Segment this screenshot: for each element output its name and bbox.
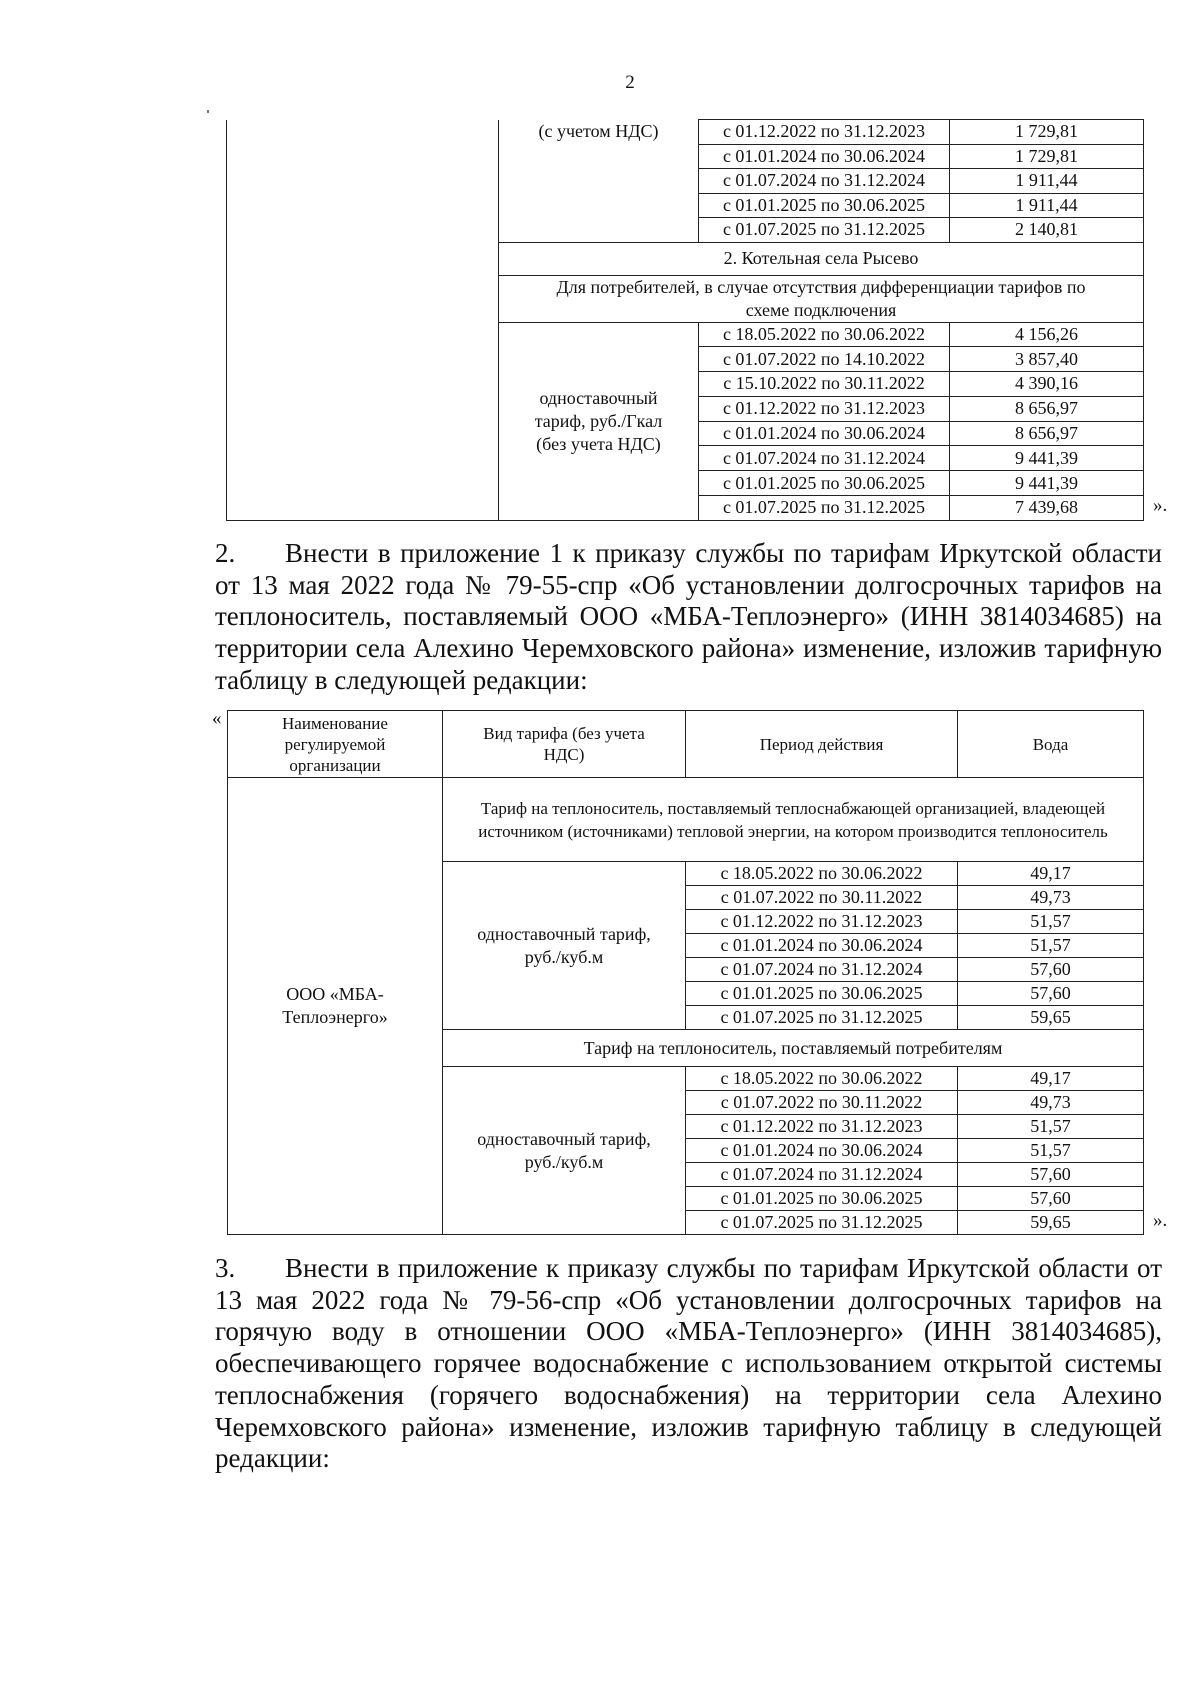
value-cell: 59,65 <box>958 1006 1144 1030</box>
period-cell: с 01.01.2024 по 30.06.2024 <box>686 1139 958 1163</box>
value-cell: 4 390,16 <box>950 372 1144 397</box>
value-cell: 4 156,26 <box>950 322 1144 347</box>
section-title: 2. Котельная села Рысево <box>499 242 1144 275</box>
page-number: 2 <box>625 72 635 93</box>
value-cell: 1 911,44 <box>950 193 1144 218</box>
consumers-note: Для потребителей, в случае отсутствия дифференциации тарифов по схеме подключения <box>499 275 1144 322</box>
header-period: Период действия <box>686 711 958 778</box>
period-cell: с 01.01.2024 по 30.06.2024 <box>686 934 958 958</box>
header-tariff-type: Вид тарифа (без учета НДС) <box>443 711 686 778</box>
value-cell: 57,60 <box>958 1187 1144 1211</box>
header-water: Вода <box>958 711 1144 778</box>
period-cell: с 01.01.2024 по 30.06.2024 <box>699 144 950 169</box>
period-cell: с 01.01.2025 по 30.06.2025 <box>686 982 958 1006</box>
period-cell: с 18.05.2022 по 30.06.2022 <box>699 322 950 347</box>
header-org: Наименование регулируемой организации <box>228 711 443 778</box>
paragraph-2 <box>215 538 1162 697</box>
value-cell: 8 656,97 <box>950 421 1144 446</box>
value-cell: 1 729,81 <box>950 120 1144 145</box>
table1-closing-quote: ». <box>1153 495 1168 516</box>
value-cell: 7 439,68 <box>950 496 1144 521</box>
value-cell: 49,73 <box>958 1091 1144 1115</box>
value-cell: 1 729,81 <box>950 144 1144 169</box>
value-cell: 9 441,39 <box>950 446 1144 471</box>
period-cell: с 18.05.2022 по 30.06.2022 <box>686 1067 958 1091</box>
value-cell: 57,60 <box>958 958 1144 982</box>
period-cell: с 01.07.2025 по 31.12.2025 <box>686 1006 958 1030</box>
period-cell: с 18.05.2022 по 30.06.2022 <box>686 862 958 886</box>
tariff-type-label: (с учетом НДС) <box>499 120 699 243</box>
value-cell: 51,57 <box>958 910 1144 934</box>
tariff-table-rysevo <box>226 119 1144 521</box>
section-2-title: Тариф на теплоноситель, поставляемый потребителям <box>443 1030 1144 1067</box>
period-cell: с 01.12.2022 по 31.12.2023 <box>699 396 950 421</box>
value-cell: 1 911,44 <box>950 169 1144 194</box>
period-cell: с 01.07.2025 по 31.12.2025 <box>699 496 950 521</box>
org-name: ООО «МБА-Теплоэнерго» <box>228 778 443 1235</box>
value-cell: 51,57 <box>958 1139 1144 1163</box>
period-cell: с 01.07.2025 по 31.12.2025 <box>699 218 950 243</box>
paragraph-3 <box>215 1253 1162 1475</box>
value-cell: 3 857,40 <box>950 347 1144 372</box>
period-cell: с 01.07.2024 по 31.12.2024 <box>686 1163 958 1187</box>
table2-closing-quote: ». <box>1153 1210 1168 1231</box>
period-cell: с 01.07.2022 по 30.11.2022 <box>686 1091 958 1115</box>
value-cell: 57,60 <box>958 1163 1144 1187</box>
value-cell: 2 140,81 <box>950 218 1144 243</box>
value-cell: 49,17 <box>958 1067 1144 1091</box>
period-cell: с 01.07.2024 по 31.12.2024 <box>699 169 950 194</box>
scan-speck <box>207 110 209 113</box>
paragraph-3-number: 3. <box>215 1253 236 1283</box>
table2-opening-quote: « <box>212 708 222 729</box>
period-cell: с 01.07.2022 по 14.10.2022 <box>699 347 950 372</box>
value-cell: 51,57 <box>958 1115 1144 1139</box>
period-cell: с 01.01.2024 по 30.06.2024 <box>699 421 950 446</box>
period-cell: с 01.01.2025 по 30.06.2025 <box>699 193 950 218</box>
value-cell: 49,73 <box>958 886 1144 910</box>
period-cell: с 01.07.2024 по 31.12.2024 <box>686 958 958 982</box>
org-column-blank <box>227 120 499 521</box>
period-cell: с 15.10.2022 по 30.11.2022 <box>699 372 950 397</box>
value-cell: 9 441,39 <box>950 471 1144 496</box>
period-cell: с 01.12.2022 по 31.12.2023 <box>699 120 950 145</box>
value-cell: 49,17 <box>958 862 1144 886</box>
period-cell: с 01.12.2022 по 31.12.2023 <box>686 1115 958 1139</box>
section-2-tariff-label: одноставочный тариф, руб./куб.м <box>443 1067 686 1235</box>
tariff-type-label: одноставочный тариф, руб./Гкал (без учета НДС) <box>499 322 699 520</box>
section-1-title: Тариф на теплоноситель, поставляемый теплоснабжающей организацией, владеющей источником (источниками) тепловой энергии, на котором производится теплоноситель <box>443 778 1144 862</box>
period-cell: с 01.12.2022 по 31.12.2023 <box>686 910 958 934</box>
period-cell: с 01.01.2025 по 30.06.2025 <box>686 1187 958 1211</box>
period-cell: с 01.07.2024 по 31.12.2024 <box>699 446 950 471</box>
section-1-tariff-label: одноставочный тариф, руб./куб.м <box>443 862 686 1030</box>
paragraph-2-text: Внести в приложение 1 к приказу службы по тарифам Иркутской области от 13 мая 2022 года № 79-55-спр «Об установлении долгосрочных тарифов на теплоноситель, поставляемый ООО «МБА-Теплоэнерго» (ИНН 3814034685) на территории села Алехино Черемховского района» изменение, изложив тарифную таблицу в следующей редакции: <box>215 538 1162 695</box>
period-cell: с 01.07.2025 по 31.12.2025 <box>686 1211 958 1235</box>
period-cell: с 01.07.2022 по 30.11.2022 <box>686 886 958 910</box>
paragraph-3-text: Внести в приложение к приказу службы по тарифам Иркутской области от 13 мая 2022 года № 79-56-спр «Об установлении долгосрочных тарифов на горячую воду в отношении ООО «МБА-Теплоэнерго» (ИНН 3814034685), обеспечивающего горячее водоснабжение с использованием открытой системы теплоснабжения (горячего водоснабжения) на территории села Алехино Черемховского района» изменение, изложив тарифную таблицу в следующей редакции: <box>215 1253 1162 1474</box>
period-cell: с 01.01.2025 по 30.06.2025 <box>699 471 950 496</box>
paragraph-2-number: 2. <box>215 538 236 568</box>
value-cell: 8 656,97 <box>950 396 1144 421</box>
value-cell: 51,57 <box>958 934 1144 958</box>
value-cell: 57,60 <box>958 982 1144 1006</box>
value-cell: 59,65 <box>958 1211 1144 1235</box>
tariff-table-heat-carrier <box>227 710 1144 1235</box>
